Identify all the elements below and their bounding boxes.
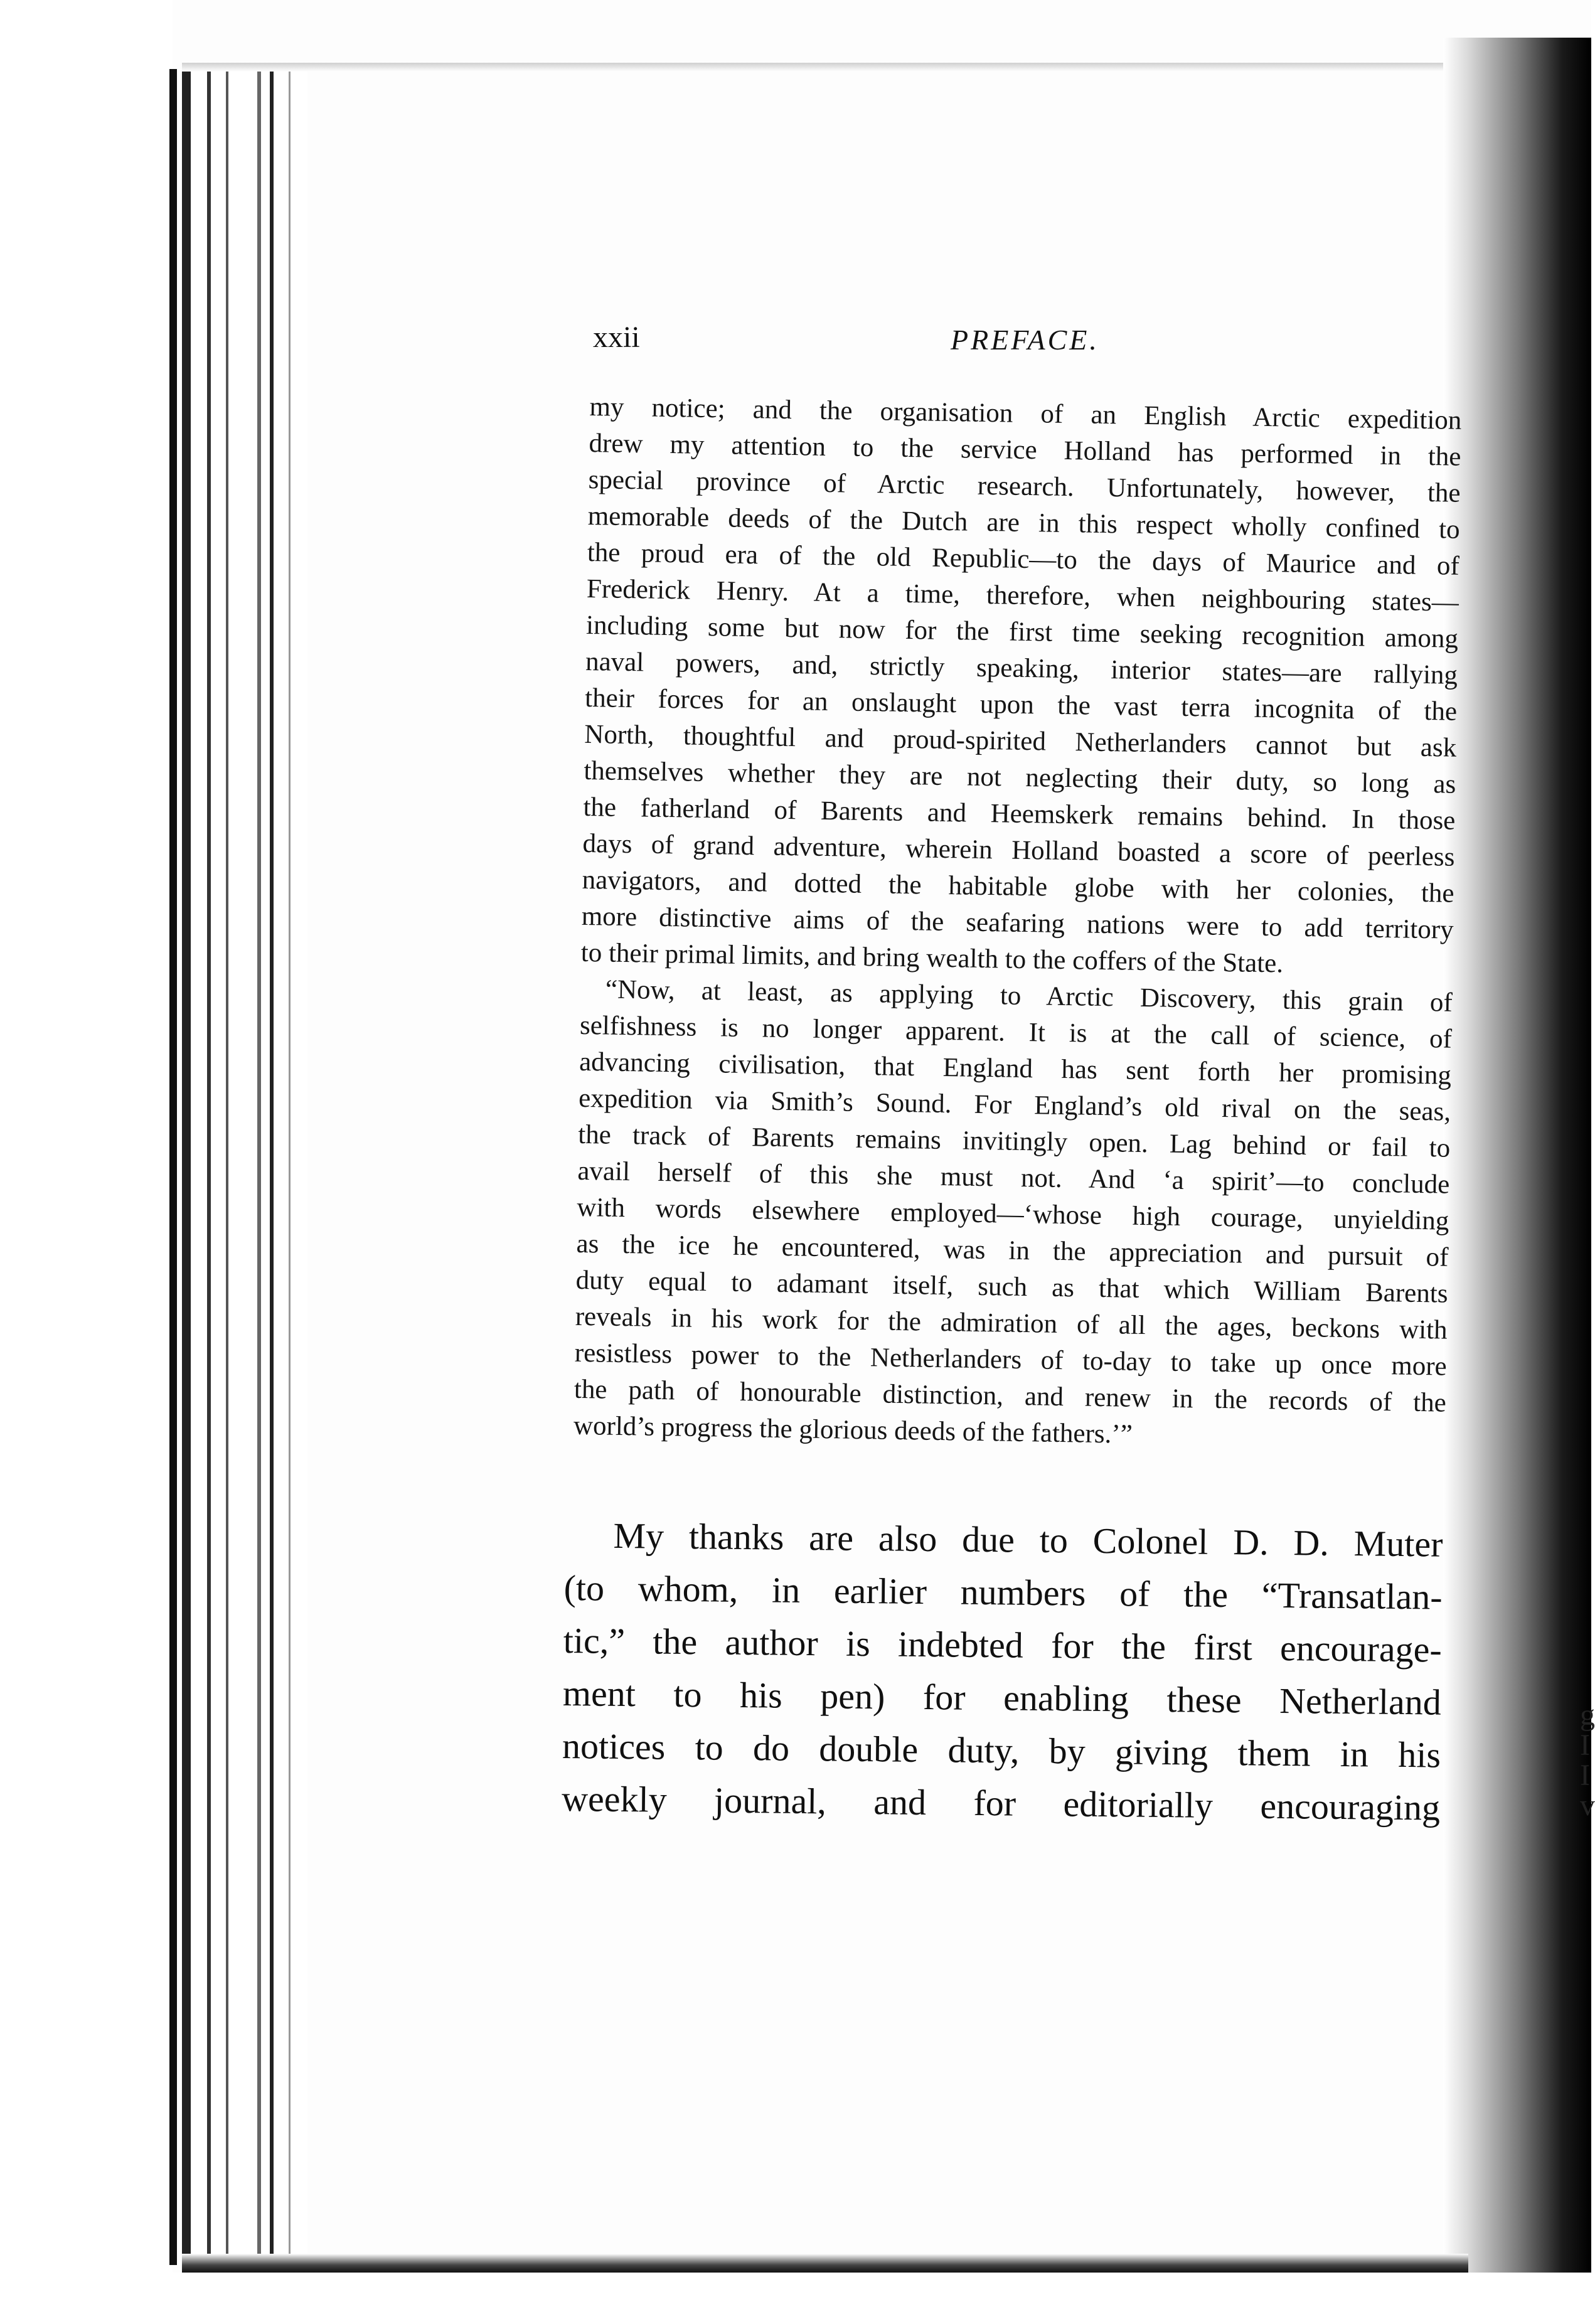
text-line: duty equal to adamant itself, such as that which William Barents — [575, 1265, 1448, 1309]
text-line: as the ice he encountered, was in the appreciation and pursuit of — [576, 1229, 1449, 1272]
text-line: “Now, at least, as applying to Arctic Discovery, this grain of — [605, 974, 1453, 1018]
text-line: navigators, and dotted the habitable globe with her colonies, the — [582, 865, 1454, 909]
text-line: special province of Arctic research. Unfortunately, however, the — [588, 464, 1461, 508]
fragment-letter: g — [1580, 1698, 1595, 1732]
fragment-letter: I — [1580, 1759, 1590, 1792]
text-line: reveals in his work for the admiration of all the ages, beckons with — [575, 1301, 1448, 1345]
text-line: the track of Barents remains invitingly open. Lag behind or fail to — [577, 1119, 1451, 1163]
text-line: world’s progress the glorious deeds of the fathers.’” — [573, 1410, 1133, 1449]
text-line: more distinctive aims of the seafaring nations were to add territory — [581, 901, 1454, 945]
text-line: ment to his pen) for enabling these Netherland — [562, 1672, 1442, 1723]
text-line: my notice; and the organisation of an English Arctic expedition — [589, 392, 1462, 435]
text-line: the path of honourable distinction, and renew in the records of the — [573, 1374, 1447, 1418]
fragment-letter: v — [1580, 1789, 1595, 1822]
text-line: My thanks are also due to Colonel D. D. Muter — [613, 1515, 1443, 1565]
text-line: tic,” the author is indebted for the first encourage- — [563, 1619, 1443, 1670]
text-line: including some but now for the first time seeking recognition among — [585, 610, 1459, 654]
text-line: the proud era of the old Republic—to the days of Maurice and of — [587, 537, 1460, 581]
fragment-letter: I — [1580, 1729, 1590, 1762]
text-line: naval powers, and, strictly speaking, interior states—are rallying — [585, 646, 1458, 690]
text-line: avail herself of this she must not. And ‘a spirit’—to conclude — [577, 1156, 1450, 1200]
text-line: themselves whether they are not neglecting their duty, so long as — [584, 755, 1456, 799]
text-line: drew my attention to the service Holland has performed in the — [589, 428, 1461, 472]
text-line: resistless power to the Netherlanders of to-day to take up once more — [574, 1338, 1448, 1382]
text-line: the fatherland of Barents and Heemskerk remains behind. In those — [583, 792, 1456, 836]
page-top-edge — [182, 63, 1443, 72]
left-margin — [0, 0, 173, 2324]
text-line: North, thoughtful and proud-spirited Netherlanders cannot but ask — [584, 719, 1457, 763]
text-line: (to whom, in earlier numbers of the “Transatlan- — [563, 1567, 1443, 1618]
text-line: memorable deeds of the Dutch are in this respect wholly confined to — [587, 501, 1461, 545]
facing-page-fragments — [1580, 1698, 1595, 1822]
running-head — [593, 320, 1220, 364]
text-line: Frederick Henry. At a time, therefore, when neighbouring states— — [586, 573, 1459, 617]
text-line: weekly journal, and for editorially encouraging — [561, 1778, 1441, 1828]
text-line: to their primal limits, and bring wealth to the coffers of the State. — [580, 937, 1284, 979]
page-number: xxii — [593, 321, 640, 354]
text-line: notices to do double duty, by giving them in his — [562, 1725, 1441, 1776]
page-stack-edge — [270, 69, 307, 2265]
text-line: expedition via Smith’s Sound. For England’s old rival on the seas, — [578, 1083, 1451, 1127]
text-line: days of grand adventure, wherein Holland boasted a score of peerless — [582, 828, 1455, 872]
preface-body — [573, 389, 1462, 1458]
text-line: with words elsewhere employed—‘whose high courage, unyielding — [577, 1192, 1449, 1236]
page-bottom-edge — [182, 2254, 1468, 2273]
acknowledgement-paragraph — [562, 1509, 1443, 1835]
text-line: their forces for an onslaught upon the vast terra incognita of the — [584, 683, 1458, 727]
text-line: advancing civilisation, that England has sent forth her promising — [579, 1047, 1452, 1090]
text-line: selfishness is no longer apparent. It is at the call of science, of — [579, 1010, 1453, 1054]
right-gutter-shadow — [1443, 38, 1595, 2324]
running-title: PREFACE. — [951, 324, 1099, 356]
bottom-margin — [0, 2273, 1591, 2324]
